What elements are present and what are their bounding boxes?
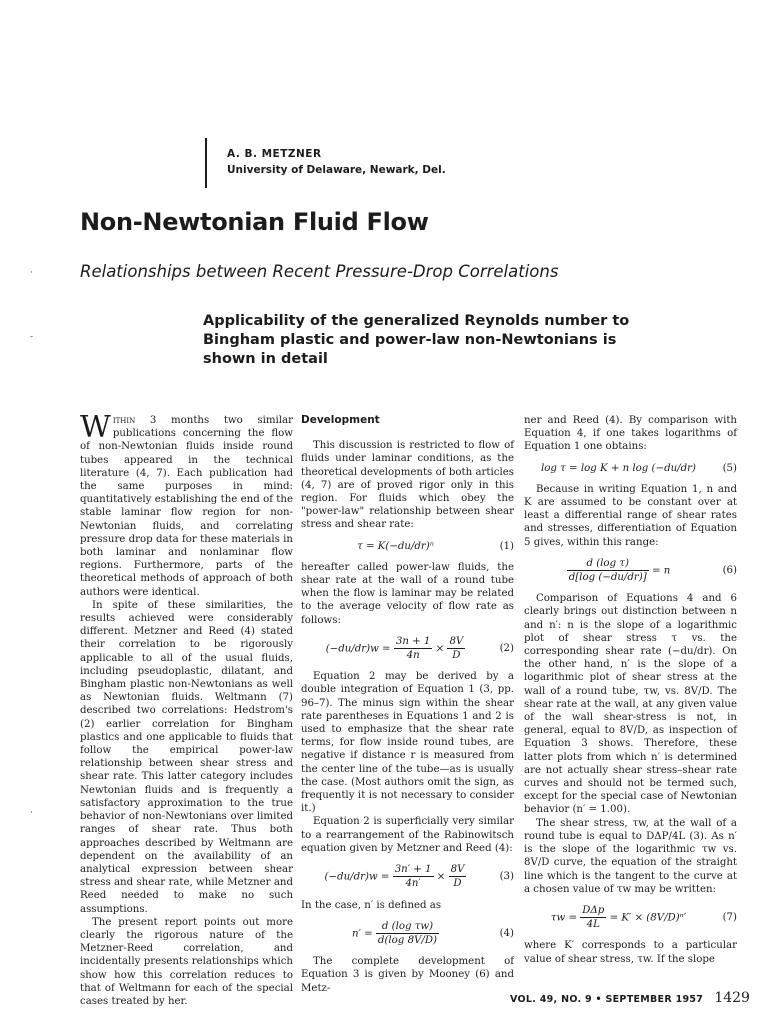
denominator: d(log 8V/D) (377, 934, 437, 946)
paragraph: Comparison of Equations 4 and 6 clearly brings out distinction between n and n′: n is the slope of a logarithmic plot of shear stress τ vs. the corresponding shear rate (−du/dr). On the other hand, n′ is the slope of a logarithmic plot of shear stress at the wall of a round tube, τw, vs. 8V/D. The shear rate at the wall, at any given value of the wall shear-stress is not, in general, equal to 8V/D, as inspection of Equation 3 shows. Therefore, these latter plots from which n′ is determined are not actually shear stress–shear rate curves and should not be termed such, except for the special case of Newtonian behavior (n′ = 1.00). (524, 593, 737, 816)
eq-left: τw = (550, 912, 578, 924)
fraction (580, 904, 606, 931)
paragraph: ner and Reed (4). By comparison with Equation 4, if one takes logarithms of Equation 1 one obtains: (524, 415, 737, 453)
lead-in: ithin (112, 415, 136, 426)
margin-mark: · (30, 808, 33, 818)
paragraph: where K′ corresponds to a particular value of shear stress, τw. If the slope (524, 940, 737, 965)
equation-number: (6) (722, 564, 737, 576)
denominator: 4L (586, 919, 600, 931)
paragraph (80, 410, 293, 599)
denominator: 4n (406, 650, 420, 662)
fraction (394, 635, 433, 662)
paragraph-text: 3 months two similar publications concerning the flow of non-Newtonian fluids inside round tubes appeared in the technical literature (4, 7). Each publication had the same purposes in mind: quantitatively establishing the end of the stable laminar flow region for non-Newtonian fluids, and correlating pressure drop data for these materials in both laminar and nonlaminar flow regions. Furthermore, parts of the theoretical methods of approach of both authors were identical. (80, 415, 293, 598)
numerator: 8V (449, 863, 467, 877)
paragraph: Equation 2 may be derived by a double integration of Equation 1 (3, pp. 96–7). The minus sign within the shear rate parentheses in Equations 1 and 2 is used to emphasize that the shear rate terms, for flow inside round tubes, are negative if distance r is measured from the center line of the tube—as is usually the case. (Most authors omit the sign, as frequently it is not necessary to consider it.) (301, 671, 514, 815)
equation-number: (3) (499, 871, 514, 883)
article-lede: Applicability of the generalized Reynolds number to Bingham plastic and power-law non-Newtonians is shown in detail (203, 313, 630, 367)
eq-left: (−du/dr)w = (324, 871, 390, 883)
eq-right: = K′ × (8V/D)ⁿ′ (609, 912, 687, 924)
equation-6 (524, 557, 737, 584)
equation-body: log τ = log K + n log (−du/dr) (541, 462, 696, 474)
eq-left: (−du/dr)w = (325, 643, 391, 655)
paragraph: This discussion is restricted to flow of fluids under laminar conditions, as the theoretical developments of both articles (4, 7) are of proved rigor only in this region. For fluids which obey the "power-law" relationship between shear stress and shear rate: (301, 440, 514, 531)
eq-left: n′ = (352, 928, 373, 940)
times-sign: × (435, 643, 445, 655)
equation-number: (2) (499, 642, 514, 654)
fraction (567, 557, 649, 584)
paragraph: The shear stress, τw, at the wall of a round tube is equal to DΔP/4L (3). As n′ is the slope of the logarithmic τw vs. 8V/D curve, the equation of the straight line which is the tangent to the curve at a chosen value of τw may be written: (524, 817, 737, 895)
numerator: 3n′ + 1 (393, 863, 434, 877)
paragraph: hereafter called power-law fluids, the shear rate at the wall of a round tube when the flow is laminar may be related to the average velocity of flow rate as follows: (301, 561, 514, 626)
page-number: 1429 (714, 990, 750, 1006)
numerator: d (log τw) (376, 920, 439, 934)
paragraph: Because in writing Equation 1, n and K are assumed to be constant over at least a differential range of shear rates and stresses, differentiation of Equation 5 gives, within this range: (524, 483, 737, 548)
equation-5 (524, 462, 737, 475)
equation-body (524, 557, 713, 584)
author-rule (205, 138, 207, 188)
column-2 (301, 414, 514, 995)
paragraph: In the case, n′ is defined as (301, 899, 442, 911)
equation-1 (301, 540, 514, 553)
fraction (393, 863, 434, 890)
equation-body (301, 635, 490, 662)
paragraph: Equation 2 is superficially very similar to a rearrangement of the Rabinowitsch equation given by Metzner and Reed (4): (301, 816, 514, 854)
equation-number: (4) (499, 927, 514, 939)
equation-number: (7) (722, 912, 737, 923)
numerator: 3n + 1 (394, 635, 433, 649)
equation-body (524, 904, 713, 931)
equation-number: (1) (499, 540, 514, 552)
author-name: A. B. METZNER (227, 148, 322, 160)
denominator: D (452, 650, 461, 662)
page-footer (510, 987, 750, 1006)
equation-3 (301, 863, 514, 890)
paragraph: The present report points out more clearly the rigorous nature of the Metzner-Reed correlation, and incidentally presents relationships which show how this correlation reduces to that of Weltmann for each of the special cases treated by her. (80, 916, 293, 1007)
article-title: Non-Newtonian Fluid Flow (80, 208, 429, 236)
column-1 (80, 410, 293, 1008)
equation-number: (5) (722, 462, 737, 474)
times-sign: × (436, 871, 446, 883)
numerator: 8V (447, 635, 465, 649)
numerator: d (log τ) (567, 557, 649, 571)
fraction (449, 863, 467, 890)
margin-mark: - (30, 332, 34, 342)
equation-body (301, 920, 490, 947)
author-text (227, 146, 446, 178)
equation-4 (301, 920, 514, 947)
denominator: d[log (−du/dr)] (568, 572, 647, 584)
issue-info: VOL. 49, NO. 9 • SEPTEMBER 1957 (510, 994, 704, 1005)
paragraph: The complete development of Equation 3 is given by Mooney (6) and Metz- (301, 956, 514, 994)
column-3 (524, 414, 737, 966)
equation-2 (301, 635, 514, 662)
section-heading: Development (301, 414, 380, 426)
denominator: 4n′ (405, 878, 421, 890)
equation-body (301, 863, 490, 890)
denominator: D (453, 878, 462, 890)
margin-mark: · (30, 268, 33, 278)
fraction (376, 920, 439, 947)
fraction (447, 635, 465, 662)
drop-cap: W (80, 410, 111, 445)
numerator: DΔp (580, 904, 606, 918)
article-subtitle: Relationships between Recent Pressure-Drop Correlations (80, 262, 559, 281)
paragraph: In spite of these similarities, the results achieved were considerably different. Metzner and Reed (4) stated their correlation to be rigorously applicable to all of the usual fluids, including pseudoplastic, dilatant, and Bingham plastic non-Newtonians as well as Newtonian fluids. Weltmann (7) described two correlations: Hedstrom's (2) earlier correlation for Bingham plastics and one applicable to fluids that follow the empirical power-law relationship between shear stress and shear rate. This latter category includes Newtonian fluids and is frequently a satisfactory approximation to the true behavior of non-Newtonians over limited ranges of shear rate. Thus both approaches described by Weltmann are dependent on the availability of an analytical expression between shear stress and shear rate, while Metzner and Reed needed to make no such assumptions. (80, 599, 293, 915)
equation-7 (524, 904, 737, 931)
author-affiliation: University of Delaware, Newark, Del. (227, 164, 446, 176)
eq-right: = n (651, 565, 671, 577)
equation-body: τ = K(−du/dr)ⁿ (357, 540, 434, 552)
